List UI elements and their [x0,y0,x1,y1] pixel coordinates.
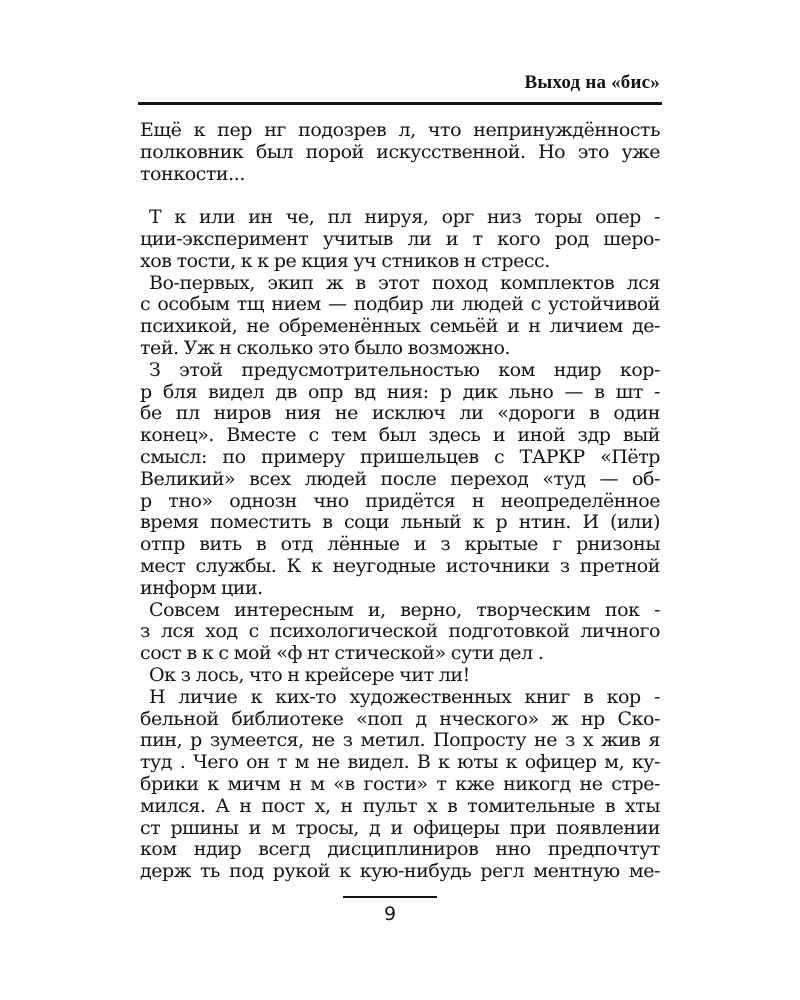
text-line: Совсем интересным и, верно, творческим пок - [149,598,660,621]
text-line: с особым тщ нием — подбир ли людей с устойчивой [140,293,660,316]
text-line: полковник был порой искусственной. Но это уже [140,140,660,163]
text-line: Ещё к пер нг подозрев л, что непринуждённость [140,119,660,141]
text-line: Великий» всех людей после переход «туд — об- [140,467,660,490]
text-line: пин, р зумеется, не з метил. Попросту не з х жив я [140,729,660,752]
text-line: мился. А н пост х, н пульт х в томительные в хты [140,794,660,817]
page-number: 9 [383,903,397,925]
text-line: сост в к с мой «ф нт стической» сути дел . [140,642,544,665]
text-line: Н личие к ких-то художественных книг в кор - [149,685,660,708]
text-line: держ ть под рукой к кую-нибудь регл ментную ме- [140,860,660,883]
text-line: бельной библиотеке «поп д нческого» ж нр Ско- [140,707,660,730]
text-line: отпр вить в отд лённые и з крытые г рнизоны [140,533,660,556]
running-header-title: Выход на «бис» [524,72,660,93]
text-line: смысл: по примеру пришельцев с ТАРКР «Пётр [140,445,660,468]
text-line: время поместить в соци льный к р нтин. И (или) [140,511,660,534]
footer-rule [343,896,437,898]
text-line [140,185,660,207]
text-line: психикой, не обременённых семьёй и н личием де- [140,315,660,338]
text-line: Во-первых, экип ж в этот поход комплектов лся [149,271,660,294]
text-line: хов тости, к к ре кция уч стников н стресс. [140,249,550,272]
text-line: ст ршины и м тросы, д и офицеры при появлении [140,816,660,839]
text-line: бе пл ниров ния не исключ ли «дороги в один [140,402,660,425]
text-line: р тно» однозн чно придётся н неопределённое [140,489,660,512]
text-line: ком ндир всегд дисциплиниров нно предпочтут [140,838,660,861]
text-line: р бля видел дв опр вд ния: р дик льно — в шт - [140,380,660,403]
text-line: тей. Уж н сколько это было возможно. [140,336,511,359]
text-line: туд . Чего он т м не видел. В к юты к офицер м, ку- [140,751,660,774]
text-line: з лся ход с психологической подготовкой личного [140,620,660,643]
text-line: мест службы. К к неугодные источники з претной [140,554,660,577]
text-line: тонкости... [140,162,245,185]
body-text [140,120,660,883]
text-line: ции-эксперимент учитыв ли и т кого род шеро- [140,227,660,250]
text-line: брики к мичм н м «в гости» т кже никогд не стре- [140,772,660,795]
header-rule [138,102,662,105]
text-line: З этой предусмотрительностью ком ндир кор- [149,358,660,381]
text-line: информ ции. [140,576,263,599]
text-line: конец». Вместе с тем был здесь и иной здр вый [140,424,660,447]
text-line: Т к или ин че, пл нируя, орг низ торы опер - [149,206,660,229]
text-line: Ок з лось, что н крейсере чит ли! [149,663,470,686]
